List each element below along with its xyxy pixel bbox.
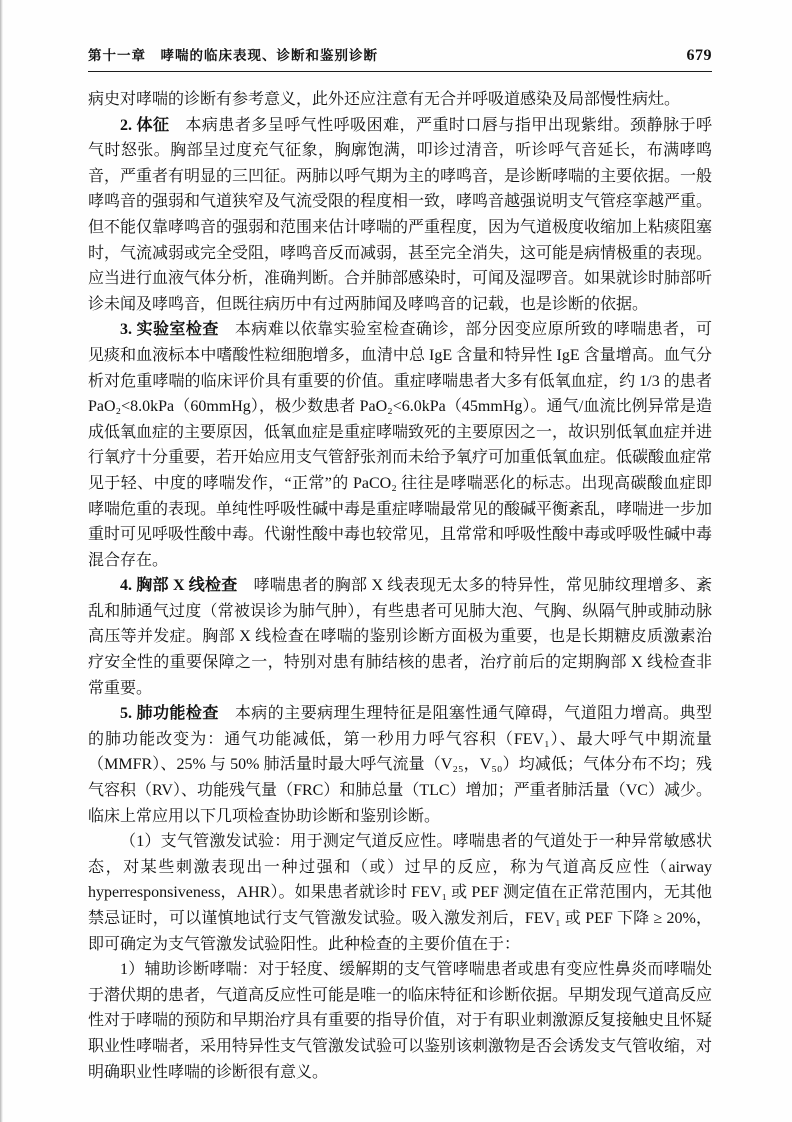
paragraph-text: 1）辅助诊断哮喘：对于轻度、缓解期的支气管哮喘患者或患有变应性鼻炎而哮喘处于潜伏期的患者，气道高反应性可能是唯一的临床特征和诊断依据。早期发现气道高反应性对于哮喘的预防和早期治疗具有重要的指导价值，对于有职业刺激源反复接触史且怀疑职业性哮喘者，采用特异性支气管激发试验可以鉴别该刺激物是否会诱发支气管收缩，对明确职业性哮喘的诊断很有意义。 xyxy=(88,961,713,1081)
page-header xyxy=(88,44,712,71)
paragraph-lead: 4. 胸部 X 线检查 xyxy=(120,577,238,595)
paragraph-text: 本病的主要病理生理特征是阻塞性通气障碍，气道阻力增高。典型的肺功能改变为：通气功能减低，第一秒用力呼气容积（FEV₁）、最大呼气中期流量（MMFR）、25% 与 50% 肺活量时最大呼气流量（V₂₅，V₅₀）均减低；气体分布不均；残气容积（RV）、功能残气量（FRC）和肺总量（TLC）增加；严重者肺活量（VC）减少。临床上常应用以下几项检查协助诊断和鉴别诊断。 xyxy=(88,705,712,825)
paragraph-text: 病史对哮喘的诊断有参考意义，此外还应注意有无合并呼吸道感染及局部慢性病灶。 xyxy=(88,91,681,108)
paragraph-lead: 5. 肺功能检查 xyxy=(120,705,219,723)
header-rule xyxy=(88,71,712,72)
paragraph-lead: 3. 实验室检查 xyxy=(120,321,219,339)
paragraph-text: 本病难以依靠实验室检查确诊，部分因变应原所致的哮喘患者，可见痰和血液标本中嗜酸性粒细胞增多，血清中总 IgE 含量和特异性 IgE 含量增高。血气分析对危重哮喘的临床评价具有重要的价值。重症哮喘患者大多有低氧血症，约 1/3 的患者 PaO₂<8.0kPa（60mmHg），极少数患者 PaO₂<6.0kPa（45mmHg）。通气/血流比例异常是造成低氧血症的主要原因，低氧血症是重症哮喘致死的主要原因之一，故识别低氧血症并进行氧疗十分重要，若开始应用支气管舒张剂而未给予氧疗可加重低氧血症。低碳酸血症常见于轻、中度的哮喘发作，“正常”的 PaCO₂ 往往是哮喘恶化的标志。出现高碳酸血症即哮喘危重的表现。单纯性呼吸性碱中毒是重症哮喘最常见的酸碱平衡紊乱，哮喘进一步加重时可见呼吸性酸中毒。代谢性酸中毒也较常见，且常常和呼吸性酸中毒或呼吸性碱中毒混合存在。 xyxy=(88,321,713,569)
paragraph-history xyxy=(88,87,712,113)
paragraph-text: （1）支气管激发试验：用于测定气道反应性。哮喘患者的气道处于一种异常敏感状态，对某些刺激表现出一种过强和（或）过早的反应，称为气道高反应性（airway hyperresponsiveness，AHR）。如果患者就诊时 FEV₁ 或 PEF 测定值在正常范围内，无其他禁忌证时，可以谨慎地试行支气管激发试验。吸入激发剂后，FEV₁ 或 PEF 下降 ≥ 20%，即可确定为支气管激发试验阳性。此种检查的主要价值在于： xyxy=(88,833,712,953)
page-number: 679 xyxy=(686,47,712,64)
paragraph-auxiliary-diagnosis xyxy=(88,957,712,1085)
paragraph-chest-xray xyxy=(88,573,712,701)
paragraph-text: 哮喘患者的胸部 X 线表现无太多的特异性，常见肺纹理增多、紊乱和肺通气过度（常被误诊为肺气肿），有些患者可见肺大泡、气胸、纵隔气肿或肺动脉高压等并发症。胸部 X 线检查在哮喘的鉴别诊断方面极为重要，也是长期糖皮质激素治疗安全性的重要保障之一，特别对患有肺结核的患者，治疗前后的定期胸部 X 线检查非常重要。 xyxy=(88,577,712,697)
paragraph-lead: 2. 体征 xyxy=(120,116,170,134)
paragraph-lung-function xyxy=(88,701,712,829)
paragraph-physical-signs xyxy=(88,113,712,318)
chapter-title: 第十一章 哮喘的临床表现、诊断和鉴别诊断 xyxy=(88,48,378,63)
page-body xyxy=(88,87,712,1085)
paragraph-lab-tests xyxy=(88,317,712,573)
paragraph-text: 本病患者多呈呼气性呼吸困难，严重时口唇与指甲出现紫绀。颈静脉于呼气时怒张。胸部呈过度充气征象，胸廓饱满，叩诊过清音，听诊呼气音延长，布满哮鸣音，严重者有明显的三凹征。两肺以呼气期为主的哮鸣音，是诊断哮喘的主要依据。一般哮鸣音的强弱和气道狭窄及气流受限的程度相一致，哮鸣音越强说明支气管痉挛越严重。但不能仅靠哮鸣音的强弱和范围来估计哮喘的严重程度，因为气道极度收缩加上粘痰阻塞时，气流减弱或完全受阻，哮鸣音反而减弱，甚至完全消失，这可能是病情极重的表现。应当进行血液气体分析，准确判断。合并肺部感染时，可闻及湿啰音。如果就诊时肺部听诊未闻及哮鸣音，但既往病历中有过两肺闻及哮鸣音的记载，也是诊断的依据。 xyxy=(88,116,713,313)
scan-edge xyxy=(0,0,3,1122)
paragraph-bronchial-provocation xyxy=(88,829,712,957)
